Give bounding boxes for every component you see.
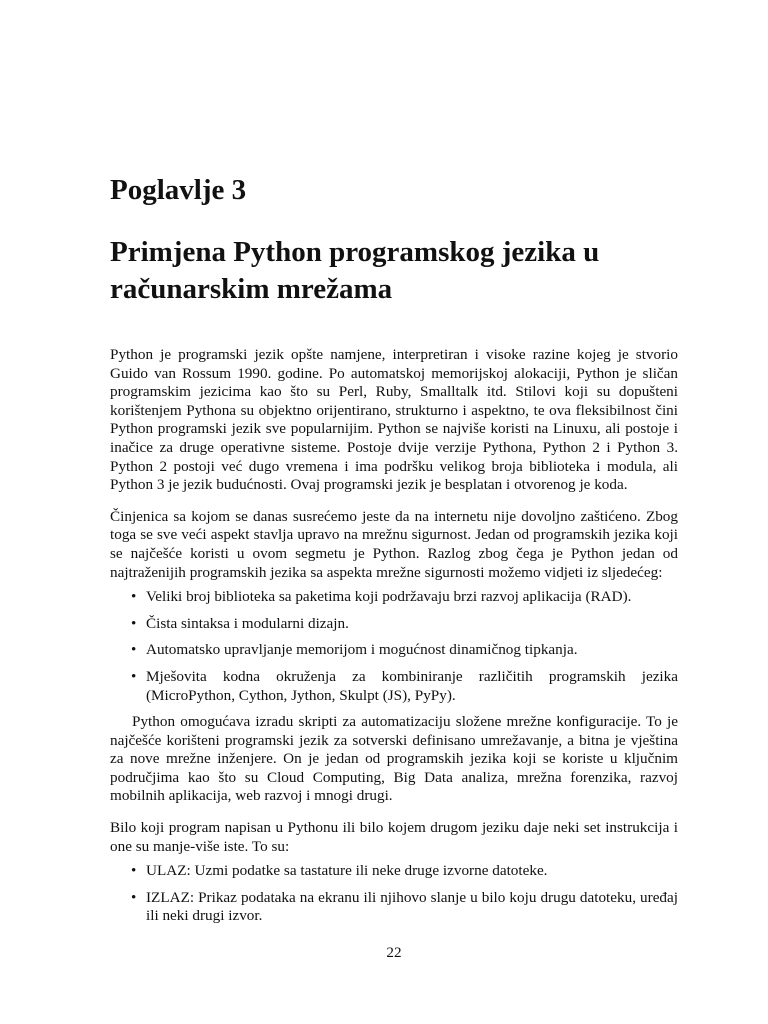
paragraph-security: Činjenica sa kojom se danas susrećemo jeste da na internetu nije dovoljno zaštićeno. Zbog toga se sve veći aspekt stavlja upravo na mrežnu sigurnost. Jedan od programskih jezika koji se najčešće koristi u ovom segmetu je Python. Razlog zbog čega je Python jedan od najtraženijih programskih jezika sa aspekta mrežne sigurnosti možemo vidjeti iz sljedećeg: xyxy=(110,507,678,581)
list-item xyxy=(110,615,678,634)
bullet-icon: • xyxy=(131,862,137,880)
chapter-body xyxy=(110,346,678,934)
list-item-text: Mješovita kodna okruženja za kombiniranje različitih programskih jezika (MicroPython, Cython, Jython, Skulpt (JS), PyPy). xyxy=(146,667,678,704)
list-item-text: ULAZ: Uzmi podatke sa tastature ili neke druge izvorne datoteke. xyxy=(146,862,548,880)
list-item-text: Čista sintaksa i modularni dizajn. xyxy=(146,614,349,632)
chapter-label: Poglavlje 3 xyxy=(110,174,247,206)
list-item-text: Automatsko upravljanje memorijom i mogućnost dinamičnog tipkanja. xyxy=(146,641,578,659)
list-item xyxy=(110,862,678,881)
page-number: 22 xyxy=(386,944,402,961)
chapter-title: Primjena Python programskog jezika u računarskim mrežama xyxy=(110,236,600,305)
list-item-text: Veliki broj biblioteka sa paketima koji podržavaju brzi razvoj aplikacija (RAD). xyxy=(146,588,632,606)
document-page xyxy=(110,0,678,1024)
list-item-text: IZLAZ: Prikaz podataka na ekranu ili njihovo slanje u bilo koju drugu datoteku, uređaj ili neki drugi izvor. xyxy=(146,888,678,925)
bullet-icon: • xyxy=(131,888,137,906)
paragraph-automation: Python omogućava izradu skripti za automatizaciju složene mrežne konfiguracije. To je najčešće korišteni programski jezik za sotverski definisano umrežavanje, a bitna je vještina za nove mrežne inženjere. On je jedan od programskih jezika koji se koriste u ključnim područjima kao što su Cloud Computing, Big Data analiza, mrežna forenzika, razvoj mobilnih aplikacija, web razvoj i mnogi drugi. xyxy=(110,713,678,805)
paragraph-instructions: Bilo koji program napisan u Pythonu ili bilo kojem drugom jeziku daje neki set instrukcija i one su manje-više iste. To su: xyxy=(110,819,678,855)
bullet-icon: • xyxy=(131,641,137,659)
list-item xyxy=(110,889,678,926)
list-item xyxy=(110,668,678,705)
list-item xyxy=(110,588,678,607)
bullet-icon: • xyxy=(131,614,137,632)
bullet-list-instructions xyxy=(110,862,678,926)
paragraph-intro: Python je programski jezik opšte namjene, interpretiran i visoke razine kojeg je stvorio Guido van Rossum 1990. godine. Po automatskoj memorijskoj alokaciji, Python je sličan programskim jezicima kao što su Perl, Ruby, Smalltalk itd. Stilovi koji su dopušteni korištenjem Pythona su objektno orijentirano, strukturno i aspektno, te ova fleksibilnost čini Python programski jezik sve popularnijim. Python se najviše koristi na Linuxu, ali postoje i inačice za druge operativne sisteme. Postoje dvije verzije Pythona, Python 2 i Python 3. Python 2 postoji već dugo vremena i ima podršku velikog broja biblioteka i modula, ali Python 3 je jezik budućnosti. Ovaj programski jezik je besplatan i otvorenog je koda. xyxy=(110,346,678,494)
bullet-list-reasons xyxy=(110,588,678,705)
bullet-icon: • xyxy=(131,588,137,606)
bullet-icon: • xyxy=(131,667,137,685)
list-item xyxy=(110,641,678,660)
